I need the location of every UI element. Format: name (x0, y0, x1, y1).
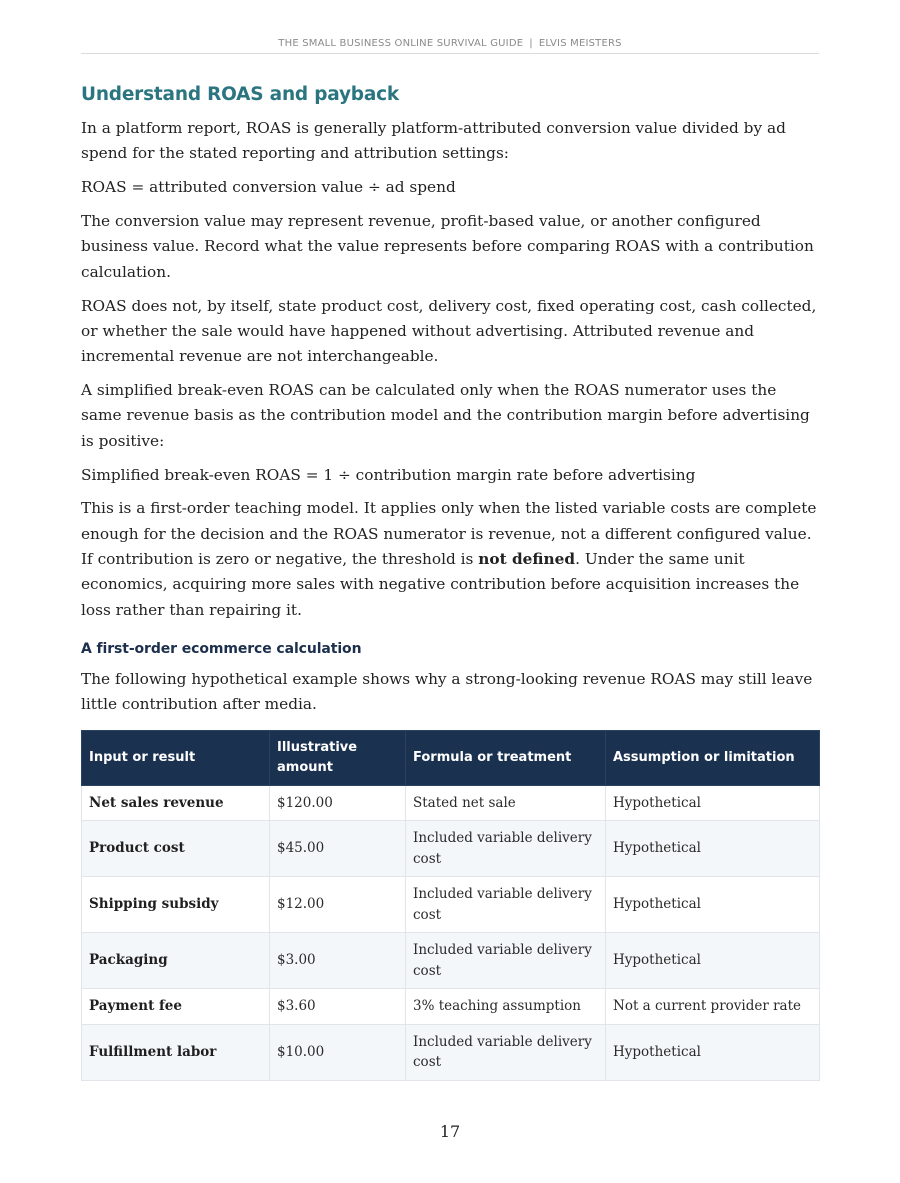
assumption-cell: Hypothetical (606, 933, 820, 989)
assumption-cell: Hypothetical (606, 785, 820, 821)
treatment-cell: Included variable delivery cost (406, 933, 606, 989)
assumption-cell: Hypothetical (606, 877, 820, 933)
column-header-amount: Illustrative amount (270, 730, 406, 785)
table-header-row (82, 730, 820, 785)
row-label: Shipping subsidy (82, 877, 270, 933)
assumption-cell: Not a current provider rate (606, 989, 820, 1025)
paragraph-example-intro: The following hypothetical example shows why a strong-looking revenue ROAS may still leave little contribution after media. (81, 669, 813, 714)
subsection-heading: A first-order ecommerce calculation (81, 640, 362, 657)
assumption-cell: Hypothetical (606, 821, 820, 877)
assumption-cell: Hypothetical (606, 1024, 820, 1080)
amount-cell: $3.00 (270, 933, 406, 989)
table-row (82, 933, 820, 989)
amount-cell: $10.00 (270, 1024, 406, 1080)
running-header (81, 38, 819, 54)
author-name: ELVIS MEISTERS (538, 38, 622, 49)
paragraph-teaching-model (81, 496, 819, 622)
paragraph-roas-limits: ROAS does not, by itself, state product cost, delivery cost, fixed operating cost, cash collected, or whether the sale would have happened without advertising. Attributed revenue and incremental revenue are not interchangeable. (81, 296, 817, 366)
teaching-model-text-start: This is a first-order teaching model. It applies only when the listed variable costs are complete enough for the decision and the ROAS numerator is revenue, not a different configured value. If contribution is zero or negative, the threshold is (81, 499, 817, 569)
row-label: Packaging (82, 933, 270, 989)
column-header-formula: Formula or treatment (406, 730, 606, 785)
treatment-cell: Included variable delivery cost (406, 877, 606, 933)
book-title: THE SMALL BUSINESS ONLINE SURVIVAL GUIDE (278, 38, 524, 49)
header-separator: | (529, 38, 533, 49)
table-row (82, 821, 820, 877)
formula-roas: ROAS = attributed conversion value ÷ ad spend (81, 178, 456, 197)
paragraph-roas-definition: In a platform report, ROAS is generally platform-attributed conversion value divided by ad spend for the stated reporting and attribution settings: (81, 119, 786, 163)
amount-cell: $12.00 (270, 877, 406, 933)
treatment-cell: Stated net sale (406, 785, 606, 821)
not-defined-emphasis: not defined (478, 550, 576, 569)
table-row (82, 1024, 820, 1080)
section-heading: Understand ROAS and payback (81, 84, 400, 105)
page-number: 17 (439, 1122, 461, 1141)
row-label: Product cost (82, 821, 270, 877)
treatment-cell: Included variable delivery cost (406, 1024, 606, 1080)
row-label: Payment fee (82, 989, 270, 1025)
teaching-model-text-end: . Under the same unit economics, acquiring more sales with negative contribution before acquisition increases the loss rather than repairing it. (81, 550, 800, 619)
column-header-assumption: Assumption or limitation (606, 730, 820, 785)
table-row (82, 785, 820, 821)
formula-break-even-roas: Simplified break-even ROAS = 1 ÷ contribution margin rate before advertising (81, 465, 696, 484)
ecommerce-calculation-table (81, 730, 820, 1081)
column-header-input: Input or result (82, 730, 270, 785)
row-label: Fulfillment labor (82, 1024, 270, 1080)
amount-cell: $120.00 (270, 785, 406, 821)
table-row (82, 989, 820, 1025)
amount-cell: $45.00 (270, 821, 406, 877)
amount-cell: $3.60 (270, 989, 406, 1025)
table-row (82, 877, 820, 933)
paragraph-break-even-intro: A simplified break-even ROAS can be calculated only when the ROAS numerator uses the same revenue basis as the contribution model and the contribution margin before advertising is positive: (81, 381, 810, 450)
treatment-cell: 3% teaching assumption (406, 989, 606, 1025)
page-content (81, 82, 819, 1081)
treatment-cell: Included variable delivery cost (406, 821, 606, 877)
row-label: Net sales revenue (82, 785, 270, 821)
paragraph-conversion-value: The conversion value may represent revenue, profit-based value, or another configured business value. Record what the value represents before comparing ROAS with a contribution calculation. (81, 212, 814, 281)
